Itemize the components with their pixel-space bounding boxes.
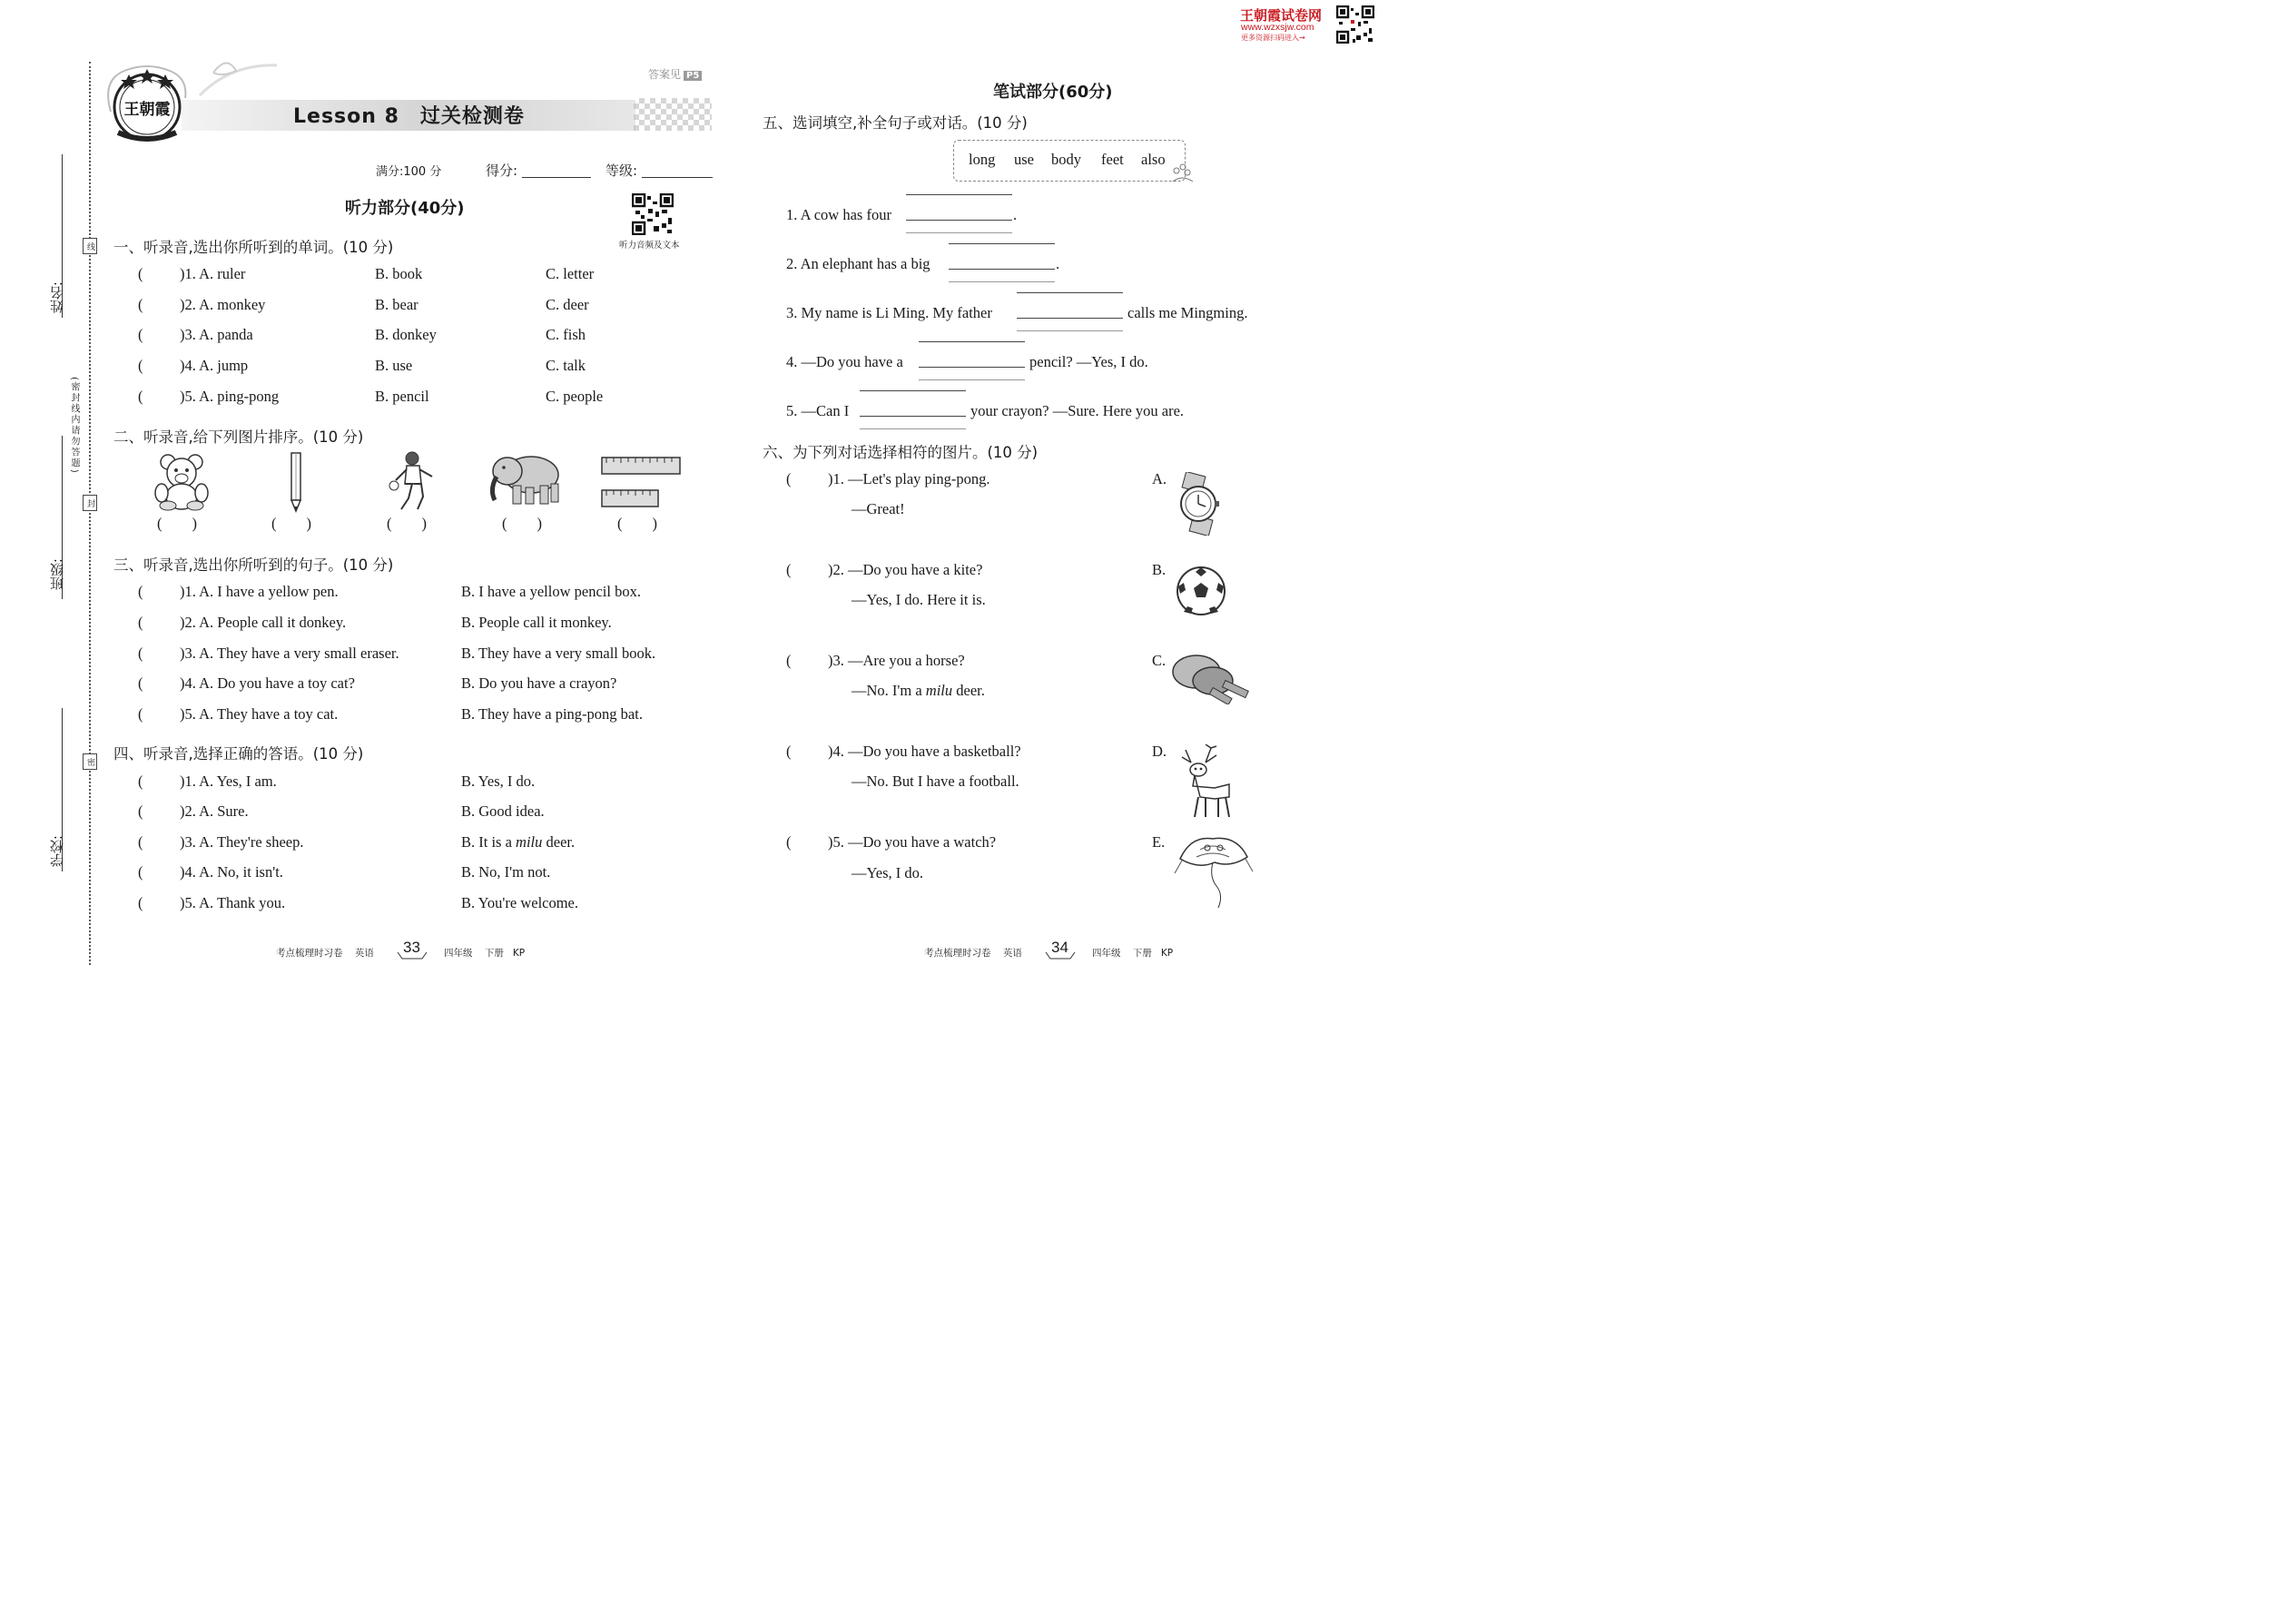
s1-q4-option-a[interactable]: )4. A. jump xyxy=(180,357,249,374)
s2-answer-5[interactable]: ( ) xyxy=(617,515,657,532)
s5-q5-text: 5. —Can I xyxy=(786,402,850,419)
seal-note: (密封线内请勿答题) xyxy=(69,377,79,475)
s6-option-e-label: E. xyxy=(1152,833,1166,851)
section4-title: 四、听录音,选择正确的答语。(10 分) xyxy=(113,745,364,763)
answer-reference: 答案见 P5 xyxy=(648,66,702,82)
footer-right: 考点梳理时习卷 英语 xyxy=(924,948,1022,959)
s3-q1-option-a[interactable]: )1. A. I have a yellow pen. xyxy=(180,583,339,600)
elephant-picture xyxy=(487,451,567,507)
s5-q1-line-bottom xyxy=(906,232,1012,233)
page-number-right-underline xyxy=(1045,951,1076,960)
s3-q4-option-a[interactable]: )4. A. Do you have a toy cat? xyxy=(180,674,355,692)
s5-q4-text: 4. —Do you have a xyxy=(786,353,903,370)
s5-q2-text: 2. An elephant has a big xyxy=(786,255,930,272)
pencil-picture xyxy=(286,451,306,513)
footer-left-grade: 四年级 下册 KP xyxy=(444,948,526,959)
section2-title: 二、听录音,给下列图片排序。(10 分) xyxy=(113,428,364,446)
s6-option-b-label: B. xyxy=(1152,561,1167,578)
full-score: 满分:100 分 xyxy=(376,165,442,179)
ribbon-decoration xyxy=(195,54,281,100)
s6-option-c-label: C. xyxy=(1152,652,1167,669)
page-number-left: 33 xyxy=(403,939,420,956)
s5-q4-line-top xyxy=(919,341,1025,342)
page-title: Lesson 8 过关检测卷 xyxy=(293,105,525,128)
s2-answer-4[interactable]: ( ) xyxy=(502,515,542,532)
s5-q5-blank[interactable] xyxy=(860,416,966,417)
s5-q3-line-top xyxy=(1017,292,1123,293)
seal-mark-feng: 封 xyxy=(83,495,97,511)
s1-q1-option-c[interactable]: C. letter xyxy=(546,265,595,282)
grade-field[interactable] xyxy=(642,177,713,178)
teddy-bear-picture xyxy=(150,451,213,511)
s6-q3-question[interactable]: )3. —Are you a horse? xyxy=(828,652,965,669)
s6-q2-question[interactable]: )2. —Do you have a kite? xyxy=(828,561,983,578)
s3-q3-option-a[interactable]: )3. A. They have a very small eraser. xyxy=(180,645,399,662)
section5-title: 五、选词填空,补全句子或对话。(10 分) xyxy=(763,114,1028,132)
brand-url[interactable]: www.wzxsjw.com xyxy=(1241,22,1314,33)
boy-playing-picture xyxy=(385,449,438,513)
s4-q4-option-a[interactable]: )4. A. No, it isn't. xyxy=(180,863,283,881)
word-use: use xyxy=(1014,151,1034,168)
page-number-right: 34 xyxy=(1051,939,1068,956)
page-number-left-underline xyxy=(397,951,428,960)
s5-q3-line-bottom xyxy=(1017,330,1123,331)
s3-q5-option-b[interactable]: B. They have a ping-pong bat. xyxy=(461,705,643,723)
s3-q2-option-b[interactable]: B. People call it monkey. xyxy=(461,614,612,631)
footer-right-grade: 四年级 下册 KP xyxy=(1092,948,1174,959)
s4-q5-option-b[interactable]: B. You're welcome. xyxy=(461,894,579,911)
deer-picture xyxy=(1178,744,1238,822)
score-label: 得分: xyxy=(486,162,518,179)
section6-title: 六、为下列对话选择相符的图片。(10 分) xyxy=(763,444,1039,461)
s6-q2-reply: —Yes, I do. Here it is. xyxy=(852,591,986,608)
s1-q4-option-b[interactable]: B. use xyxy=(375,357,413,374)
s1-q5-option-c[interactable]: C. people xyxy=(546,388,604,405)
word-body: body xyxy=(1051,151,1081,168)
brand-qr-icon[interactable] xyxy=(1336,5,1374,44)
s5-q1-post: . xyxy=(1013,206,1018,223)
s6-q1-question[interactable]: )1. —Let's play ping-pong. xyxy=(828,470,990,487)
binding-dashed-line xyxy=(89,62,91,965)
word-also: also xyxy=(1141,151,1166,168)
word-long: long xyxy=(969,151,996,168)
watch-picture xyxy=(1171,472,1226,536)
word-feet: feet xyxy=(1101,151,1124,168)
s5-q3-text: 3. My name is Li Ming. My father xyxy=(786,304,992,321)
s3-q1-option-b[interactable]: B. I have a yellow pencil box. xyxy=(461,583,641,600)
section1-title: 一、听录音,选出你所听到的单词。(10 分) xyxy=(113,239,394,256)
banner-checker-pattern xyxy=(634,98,712,131)
qr-caption: 听力音频及文本 xyxy=(619,241,680,251)
s1-q2-option-a[interactable]: )2. A. monkey xyxy=(180,296,266,313)
s1-q1-option-a[interactable]: )1. A. ruler xyxy=(180,265,246,282)
s5-q2-blank[interactable] xyxy=(949,269,1055,270)
s5-q1-text: 1. A cow has four xyxy=(786,206,891,223)
s5-q4-line-bottom xyxy=(919,379,1025,380)
s1-q5-option-b[interactable]: B. pencil xyxy=(375,388,429,405)
s5-q5-line-bottom xyxy=(860,428,966,429)
word-bank xyxy=(953,140,1186,182)
flower-decoration xyxy=(1169,162,1195,183)
s1-q2-option-b[interactable]: B. bear xyxy=(375,296,418,313)
s3-q3-option-b[interactable]: B. They have a very small book. xyxy=(461,645,656,662)
grade-label: 等级: xyxy=(605,162,638,179)
s1-q2-option-c[interactable]: C. deer xyxy=(546,296,589,313)
s5-q2-line-bottom xyxy=(949,281,1055,282)
s4-q2-option-b[interactable]: B. Good idea. xyxy=(461,802,545,820)
brand-slogan: 更多资源扫码进入→ xyxy=(1241,34,1305,42)
s2-answer-1[interactable]: ( ) xyxy=(157,515,197,532)
s5-q2-line-top xyxy=(949,243,1055,244)
s4-q1-option-a[interactable]: )1. A. Yes, I am. xyxy=(180,773,277,790)
s4-q2-option-a[interactable]: )2. A. Sure. xyxy=(180,802,249,820)
s5-q5-post: your crayon? —Sure. Here you are. xyxy=(970,402,1185,419)
rulers-picture xyxy=(599,454,683,510)
s6-option-d-label: D. xyxy=(1152,743,1167,760)
s5-q4-post: pencil? —Yes, I do. xyxy=(1029,353,1148,370)
ping-pong-bats-picture xyxy=(1171,652,1253,704)
s1-q3-option-a[interactable]: )3. A. panda xyxy=(180,326,253,343)
name-label: 姓名: xyxy=(49,281,65,314)
brand-name: 王朝霞试卷网 xyxy=(1240,7,1323,24)
s4-q1-option-b[interactable]: B. Yes, I do. xyxy=(461,773,536,790)
s5-q1-blank[interactable] xyxy=(906,220,1012,221)
s2-answer-3[interactable]: ( ) xyxy=(387,515,427,532)
s1-q5-option-a[interactable]: )5. A. ping-pong xyxy=(180,388,280,405)
s4-q3-option-a[interactable]: )3. A. They're sheep. xyxy=(180,833,304,851)
s5-q5-line-top xyxy=(860,390,966,391)
s5-q3-blank[interactable] xyxy=(1017,318,1123,319)
s6-q3-reply: —No. I'm a milu deer. xyxy=(852,682,985,699)
s1-q4-option-c[interactable]: C. talk xyxy=(546,357,586,374)
s3-q4-option-b[interactable]: B. Do you have a crayon? xyxy=(461,674,617,692)
class-label: 班级: xyxy=(49,558,65,591)
school-label: 学校: xyxy=(49,835,65,868)
s5-q4-blank[interactable] xyxy=(919,367,1025,368)
s4-q3-option-b[interactable]: B. It is a milu deer. xyxy=(461,833,576,851)
s6-q5-question[interactable]: )5. —Do you have a watch? xyxy=(828,833,997,851)
s5-q1-line-top xyxy=(906,194,1012,195)
footer-left: 考点梳理时习卷 英语 xyxy=(276,948,374,959)
seal-mark-mi: 密 xyxy=(83,753,97,770)
score-field[interactable] xyxy=(522,177,591,178)
football-picture xyxy=(1175,565,1227,617)
s4-q4-option-b[interactable]: B. No, I'm not. xyxy=(461,863,551,881)
s3-q5-option-a[interactable]: )5. A. They have a toy cat. xyxy=(180,705,339,723)
s5-q2-post: . xyxy=(1056,255,1060,272)
s1-q3-option-c[interactable]: C. fish xyxy=(546,326,586,343)
kite-picture xyxy=(1173,832,1255,911)
s2-answer-2[interactable]: ( ) xyxy=(271,515,311,532)
logo-text: 王朝霞 xyxy=(123,101,171,119)
s6-q4-reply: —No. But I have a football. xyxy=(852,773,1019,790)
s6-q5-reply: —Yes, I do. xyxy=(852,864,924,881)
s1-q1-option-b[interactable]: B. book xyxy=(375,265,423,282)
listening-qr-icon[interactable] xyxy=(632,193,674,235)
s3-q2-option-a[interactable]: )2. A. People call it donkey. xyxy=(180,614,347,631)
listening-heading: 听力部分(40分) xyxy=(345,199,465,218)
s6-q4-question[interactable]: )4. —Do you have a basketball? xyxy=(828,743,1021,760)
s5-q3-post: calls me Mingming. xyxy=(1127,304,1248,321)
s4-q5-option-a[interactable]: )5. A. Thank you. xyxy=(180,894,286,911)
s6-option-a-label: A. xyxy=(1152,470,1167,487)
s6-q1-reply: —Great! xyxy=(852,500,905,517)
section3-title: 三、听录音,选出你所听到的句子。(10 分) xyxy=(113,556,394,574)
s1-q3-option-b[interactable]: B. donkey xyxy=(375,326,437,343)
seal-mark-xian: 线 xyxy=(83,238,97,254)
written-heading: 笔试部分(60分) xyxy=(993,83,1113,102)
publisher-logo xyxy=(102,62,192,145)
